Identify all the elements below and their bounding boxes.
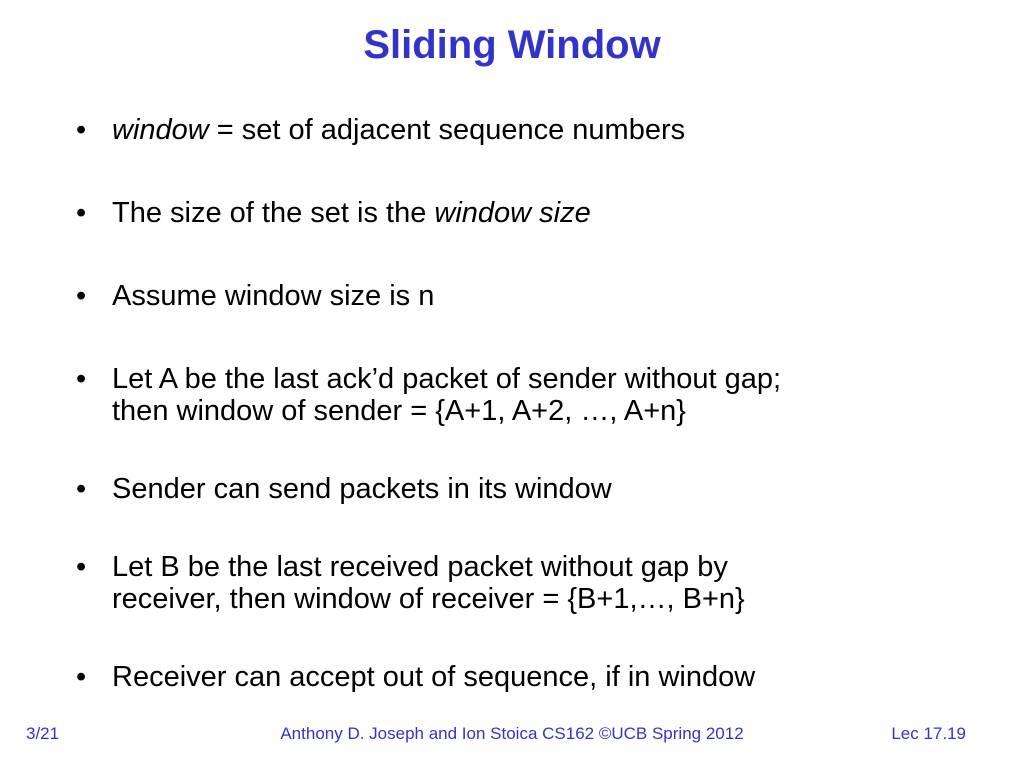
footer-credit: Anthony D. Joseph and Ion Stoica CS162 ©UCB Spring 2012 (280, 724, 744, 743)
bullet-icon: • (76, 280, 87, 312)
bullet-lead: The size of the set is the (112, 197, 435, 229)
bullet-text (112, 114, 976, 146)
bullet-icon: • (76, 473, 87, 505)
footer-lecture-number: Lec 17.19 (891, 724, 966, 743)
footer-date: 3/21 (26, 724, 60, 743)
bullet-icon: • (76, 114, 87, 146)
bullet-term: window (112, 114, 209, 146)
bullet-text: Assume window size is n (112, 280, 435, 312)
bullet-icon: • (76, 197, 87, 229)
bullet-item-sender-window (76, 363, 976, 427)
bullet-item-window-size (76, 197, 976, 229)
bullet-item-sender-send (76, 473, 976, 505)
bullet-line-1: Let A be the last ack’d packet of sender without gap; (112, 363, 782, 395)
bullet-icon: • (76, 661, 87, 693)
bullet-icon: • (76, 551, 87, 583)
bullet-line-1: Let B be the last received packet without gap by (112, 551, 728, 583)
bullet-icon: • (76, 363, 87, 395)
bullet-item-assume-size (76, 280, 976, 312)
bullet-item-receiver-window (76, 551, 976, 615)
bullet-text (112, 551, 976, 615)
bullet-item-window-definition (76, 114, 976, 146)
bullet-text (112, 197, 976, 229)
bullet-term: window size (434, 197, 591, 229)
bullet-rest: = set of adjacent sequence numbers (208, 114, 686, 146)
bullet-item-receiver-accept (76, 661, 976, 693)
bullet-text (112, 363, 976, 427)
bullet-line-2: receiver, then window of receiver = {B+1,…, B+n} (112, 583, 745, 615)
bullet-line-2: then window of sender = {A+1, A+2, …, A+n} (112, 395, 686, 427)
bullet-text: Sender can send packets in its window (112, 473, 612, 505)
slide-title: Sliding Window (363, 23, 661, 67)
bullet-text: Receiver can accept out of sequence, if in window (112, 661, 756, 693)
